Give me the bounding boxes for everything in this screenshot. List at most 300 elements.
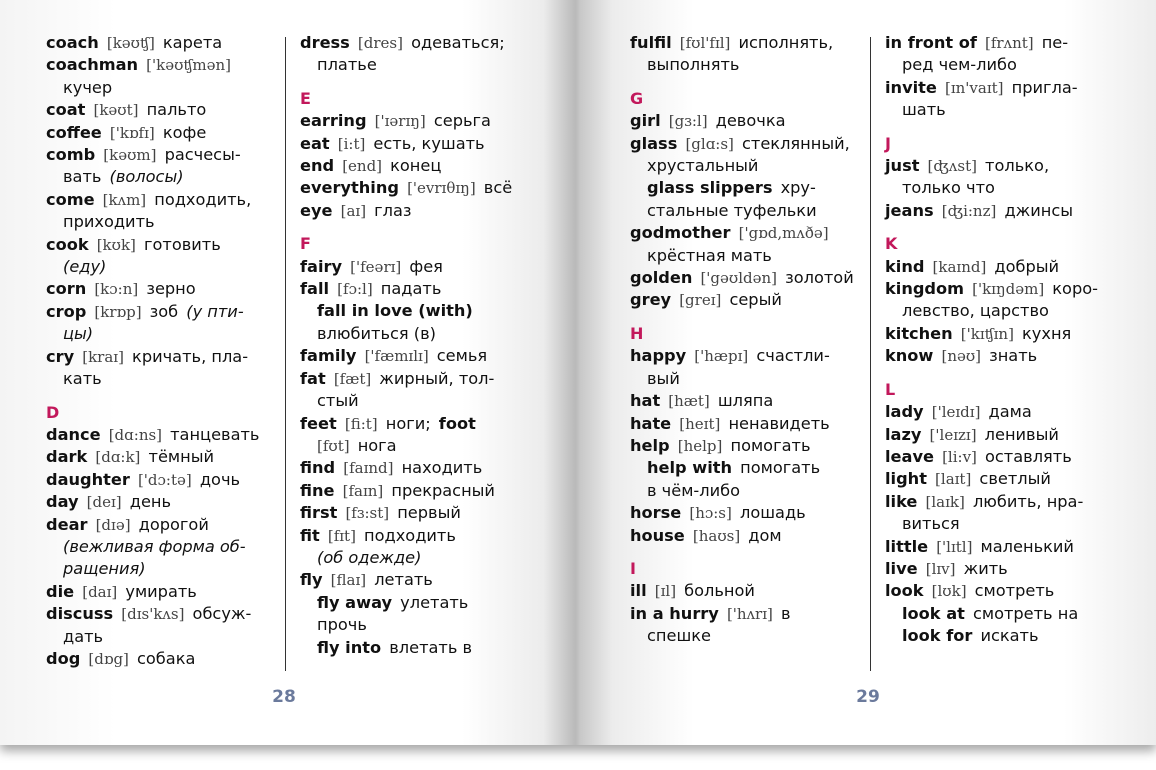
dictionary-entry bbox=[300, 457, 535, 479]
headword: coat bbox=[46, 100, 86, 120]
translation: стый bbox=[317, 391, 359, 411]
translation: крёстная мать bbox=[647, 245, 772, 265]
transcription: [ɪn'vaɪt] bbox=[944, 78, 1004, 97]
translation: лошадь bbox=[739, 503, 806, 523]
translation: искать bbox=[980, 626, 1039, 646]
translation: ноги; bbox=[385, 413, 431, 433]
dictionary-entry bbox=[46, 446, 281, 468]
sub-headword: help with bbox=[647, 458, 733, 478]
section-letter: E bbox=[300, 88, 311, 108]
entry-continuation bbox=[46, 626, 281, 648]
translation: влетать в bbox=[389, 637, 473, 657]
dictionary-entry bbox=[630, 345, 865, 367]
transcription: [laɪt] bbox=[935, 470, 972, 489]
entry-continuation bbox=[300, 54, 535, 76]
dictionary-entry bbox=[46, 234, 281, 256]
headword: look bbox=[885, 581, 924, 601]
headword: end bbox=[300, 156, 335, 176]
dictionary-entry bbox=[630, 580, 865, 602]
translation: улетать bbox=[400, 592, 469, 612]
translation: всё bbox=[483, 178, 513, 198]
translation: в bbox=[780, 603, 791, 623]
translation: прочь bbox=[317, 615, 367, 635]
headword: cook bbox=[46, 234, 89, 254]
transcription: [hɔ:s] bbox=[689, 504, 732, 523]
dictionary-entry bbox=[300, 200, 535, 222]
translation: джинсы bbox=[1004, 200, 1073, 220]
headword: light bbox=[885, 469, 927, 489]
transcription: [kʌm] bbox=[102, 190, 147, 209]
headword: cry bbox=[46, 346, 75, 366]
dictionary-entry bbox=[46, 581, 281, 603]
dictionary-entry bbox=[885, 278, 1120, 300]
translation: только что bbox=[902, 178, 995, 198]
entry-continuation bbox=[885, 300, 1120, 322]
translation: девочка bbox=[715, 111, 786, 131]
translation: кать bbox=[63, 369, 102, 389]
dictionary-entry bbox=[300, 32, 535, 54]
transcription: [dɑ:k] bbox=[95, 448, 141, 467]
headword: girl bbox=[630, 111, 661, 131]
translation: фея bbox=[409, 256, 443, 276]
dictionary-entry bbox=[885, 256, 1120, 278]
sub-headword: fly into bbox=[317, 637, 382, 657]
transcription: [kɔ:n] bbox=[94, 280, 139, 299]
translation: кричать, пла- bbox=[132, 346, 249, 366]
transcription: ['hæpɪ] bbox=[694, 347, 749, 366]
transcription: [nəʊ] bbox=[941, 347, 982, 366]
entry-continuation bbox=[46, 166, 281, 188]
translation: выполнять bbox=[647, 55, 740, 75]
translation: подходить, bbox=[154, 189, 252, 209]
transcription: [end] bbox=[342, 157, 383, 176]
dictionary-entry bbox=[630, 110, 865, 132]
transcription: [fɔ:l] bbox=[337, 280, 373, 299]
headword: just bbox=[885, 156, 920, 176]
transcription: [hæt] bbox=[668, 392, 710, 411]
dictionary-entry bbox=[300, 569, 535, 591]
translation: исполнять, bbox=[738, 33, 834, 52]
translation: стеклянный, bbox=[742, 133, 850, 153]
headword: in front of bbox=[885, 33, 977, 52]
headword: feet bbox=[300, 413, 337, 433]
usage-note: цы) bbox=[63, 324, 94, 344]
transcription: [frʌnt] bbox=[985, 34, 1034, 52]
dictionary-entry bbox=[885, 155, 1120, 177]
translation: дама bbox=[988, 402, 1032, 422]
dictionary-entry bbox=[46, 469, 281, 491]
dictionary-entry bbox=[300, 177, 535, 199]
sub-headword: look at bbox=[902, 603, 965, 623]
transcription: [dres] bbox=[357, 34, 403, 52]
dictionary-entry bbox=[46, 424, 281, 446]
translation: вать bbox=[63, 167, 102, 187]
headword: help bbox=[630, 435, 670, 455]
transcription: [fi:t] bbox=[344, 414, 378, 433]
headword: dog bbox=[46, 648, 81, 668]
translation: оставлять bbox=[985, 446, 1072, 466]
translation: дочь bbox=[199, 469, 241, 489]
section-letter: I bbox=[630, 558, 636, 578]
translation: первый bbox=[397, 503, 461, 523]
translation: серый bbox=[729, 290, 782, 310]
headword: earring bbox=[300, 111, 367, 131]
usage-note: (вежливая форма об- bbox=[63, 536, 246, 556]
dictionary-entry bbox=[300, 345, 535, 367]
translation: летать bbox=[374, 570, 433, 590]
column-4 bbox=[885, 32, 1120, 648]
dictionary-entry bbox=[630, 525, 865, 547]
headword: family bbox=[300, 346, 357, 366]
entry-continuation bbox=[46, 211, 281, 233]
transcription: [kəʊt] bbox=[93, 101, 139, 120]
transcription: ['kɪŋdəm] bbox=[972, 280, 1045, 299]
headword: coachman bbox=[46, 55, 139, 75]
translation: прекрасный bbox=[391, 480, 495, 500]
translation: больной bbox=[684, 581, 755, 601]
entry-continuation bbox=[630, 625, 865, 647]
dictionary-entry bbox=[630, 603, 865, 625]
dictionary-entry bbox=[885, 491, 1120, 513]
dictionary-entry bbox=[46, 603, 281, 625]
transcription: ['fæmɪlɪ] bbox=[364, 347, 429, 366]
transcription: [i:t] bbox=[337, 134, 366, 153]
dictionary-entry bbox=[630, 502, 865, 524]
translation: счастли- bbox=[756, 346, 830, 366]
headword: discuss bbox=[46, 604, 114, 624]
translation: жить bbox=[963, 558, 1008, 578]
transcription: [li:v] bbox=[942, 447, 977, 466]
translation: расчесы- bbox=[164, 145, 241, 165]
transcription: [haʊs] bbox=[692, 526, 741, 545]
entry-continuation bbox=[46, 536, 281, 558]
dictionary-entry bbox=[300, 256, 535, 278]
transcription: [fʊl'fɪl] bbox=[679, 34, 731, 52]
translation: только, bbox=[985, 156, 1050, 176]
headword: kind bbox=[885, 256, 925, 276]
translation: кучер bbox=[63, 77, 113, 97]
transcription: [help] bbox=[677, 436, 723, 455]
headword: little bbox=[885, 536, 929, 556]
translation: жирный, тол- bbox=[379, 368, 495, 388]
translation: добрый bbox=[994, 256, 1060, 276]
dictionary-entry bbox=[300, 133, 535, 155]
translation: зерно bbox=[146, 279, 196, 299]
dictionary-entry bbox=[46, 648, 281, 670]
translation: смотреть bbox=[974, 581, 1055, 601]
dictionary-entry bbox=[46, 122, 281, 144]
dictionary-entry bbox=[46, 514, 281, 536]
entry-continuation bbox=[46, 256, 281, 278]
entry-continuation bbox=[885, 177, 1120, 199]
entry-continuation bbox=[630, 480, 865, 502]
translation: находить bbox=[401, 458, 483, 478]
headword: invite bbox=[885, 77, 937, 97]
translation: день bbox=[129, 492, 172, 512]
headword: crop bbox=[46, 301, 87, 321]
dictionary-entry bbox=[885, 323, 1120, 345]
transcription: ['feərɪ] bbox=[350, 257, 402, 276]
headword: fulfil bbox=[630, 33, 672, 52]
transcription: [kəʊm] bbox=[103, 146, 157, 165]
translation: обсуж- bbox=[192, 604, 252, 624]
entry-continuation bbox=[630, 200, 865, 222]
transcription: ['lɪtl] bbox=[936, 537, 973, 556]
translation: приходить bbox=[63, 212, 155, 232]
dictionary-entry bbox=[885, 401, 1120, 423]
entry-continuation bbox=[630, 155, 865, 177]
headword: horse bbox=[630, 503, 682, 523]
sub-entry bbox=[300, 637, 535, 659]
transcription: [glɑ:s] bbox=[685, 134, 734, 153]
page-number: 28 bbox=[272, 687, 296, 707]
sub-headword: fall in love (with) bbox=[317, 301, 473, 321]
headword: grey bbox=[630, 290, 672, 310]
translation: одеваться; bbox=[411, 33, 505, 52]
column-1 bbox=[46, 32, 281, 670]
dictionary-entry bbox=[46, 99, 281, 121]
transcription: [fɜ:st] bbox=[345, 504, 390, 523]
entry-continuation bbox=[630, 368, 865, 390]
headword: like bbox=[885, 491, 918, 511]
entry-continuation bbox=[46, 558, 281, 580]
transcription: [dɪə] bbox=[95, 515, 131, 534]
entry-continuation bbox=[300, 547, 535, 569]
headword: first bbox=[300, 503, 338, 523]
headword: godmother bbox=[630, 223, 731, 243]
translation: падать bbox=[380, 279, 442, 299]
translation: любить, нра- bbox=[972, 491, 1084, 511]
dictionary-entry bbox=[300, 155, 535, 177]
headword: fly bbox=[300, 570, 323, 590]
entry-continuation bbox=[300, 614, 535, 636]
translation: дорогой bbox=[138, 514, 209, 534]
transcription: ['kəʊʧmən] bbox=[146, 56, 231, 75]
translation: виться bbox=[902, 514, 960, 534]
headword: golden bbox=[630, 268, 693, 288]
transcription: ['ɪərɪŋ] bbox=[374, 112, 426, 131]
column-divider bbox=[870, 37, 871, 671]
transcription: [greɪ] bbox=[679, 291, 722, 310]
column-divider bbox=[285, 37, 286, 671]
translation: есть, кушать bbox=[373, 133, 485, 153]
translation: умирать bbox=[125, 581, 197, 601]
headword: foot bbox=[438, 413, 476, 433]
translation: вый bbox=[647, 368, 680, 388]
headword: leave bbox=[885, 446, 934, 466]
usage-note: (об одежде) bbox=[317, 547, 422, 567]
headword: glass bbox=[630, 133, 678, 153]
translation: светлый bbox=[979, 469, 1051, 489]
headword: lazy bbox=[885, 424, 922, 444]
dictionary-entry bbox=[46, 189, 281, 211]
transcription: [fæt] bbox=[333, 369, 372, 388]
transcription: [faɪn] bbox=[342, 481, 384, 500]
transcription: [flaɪ] bbox=[330, 571, 367, 590]
translation: кофе bbox=[162, 122, 207, 142]
translation: пальто bbox=[146, 100, 207, 120]
transcription: [ɪl] bbox=[654, 582, 677, 601]
dictionary-entry bbox=[300, 110, 535, 132]
dictionary-entry bbox=[46, 346, 281, 368]
dictionary-entry bbox=[885, 345, 1120, 367]
translation: серьга bbox=[433, 111, 491, 131]
transcription: [dɪs'kʌs] bbox=[121, 605, 185, 624]
section-letter: L bbox=[885, 379, 896, 399]
translation: тёмный bbox=[148, 447, 215, 467]
headword: find bbox=[300, 458, 336, 478]
entry-continuation bbox=[300, 390, 535, 412]
translation: левство, царство bbox=[902, 301, 1049, 321]
translation: пе- bbox=[1041, 33, 1069, 52]
translation: собака bbox=[137, 648, 196, 668]
translation: семья bbox=[436, 346, 488, 366]
usage-note: (волосы) bbox=[109, 167, 184, 187]
dictionary-entry bbox=[46, 491, 281, 513]
entry-continuation bbox=[300, 435, 535, 457]
headword: lady bbox=[885, 402, 924, 422]
dictionary-entry bbox=[885, 558, 1120, 580]
translation: дом bbox=[748, 525, 782, 545]
dictionary-entry bbox=[630, 390, 865, 412]
transcription: [aɪ] bbox=[340, 201, 367, 220]
translation: танцевать bbox=[170, 424, 260, 444]
dictionary-entry bbox=[46, 54, 281, 76]
headword: dear bbox=[46, 514, 88, 534]
translation: стальные туфельки bbox=[647, 200, 817, 220]
transcription: [fʊt] bbox=[317, 436, 350, 455]
sub-headword: look for bbox=[902, 626, 973, 646]
transcription: [kraɪ] bbox=[82, 347, 124, 366]
transcription: [faɪnd] bbox=[343, 459, 394, 478]
sub-entry bbox=[630, 457, 865, 479]
dictionary-entry bbox=[885, 424, 1120, 446]
headword: fit bbox=[300, 525, 320, 545]
transcription: ['hʌrɪ] bbox=[726, 604, 773, 623]
translation: золотой bbox=[785, 268, 854, 288]
transcription: [deɪ] bbox=[86, 493, 122, 512]
headword: fall bbox=[300, 279, 330, 299]
usage-note: (еду) bbox=[63, 257, 107, 277]
translation: помогать bbox=[740, 458, 821, 478]
dictionary-entry bbox=[630, 413, 865, 435]
headword: coffee bbox=[46, 122, 102, 142]
translation: зоб bbox=[149, 301, 179, 321]
headword: know bbox=[885, 346, 934, 366]
translation: пригла- bbox=[1011, 77, 1078, 97]
entry-continuation bbox=[885, 99, 1120, 121]
dictionary-entry bbox=[885, 468, 1120, 490]
entry-continuation bbox=[630, 54, 865, 76]
headword: coach bbox=[46, 33, 99, 52]
transcription: ['gəʊldən] bbox=[700, 269, 777, 288]
sub-entry bbox=[630, 177, 865, 199]
entry-continuation bbox=[46, 368, 281, 390]
sub-entry bbox=[885, 625, 1120, 647]
dictionary-entry bbox=[885, 580, 1120, 602]
dictionary-entry bbox=[300, 525, 535, 547]
translation: знать bbox=[989, 346, 1038, 366]
section-letter: H bbox=[630, 323, 644, 343]
sub-entry bbox=[300, 300, 535, 322]
dictionary-entry bbox=[46, 32, 281, 54]
dictionary-entry bbox=[630, 289, 865, 311]
dictionary-entry bbox=[46, 144, 281, 166]
headword: fairy bbox=[300, 256, 343, 276]
headword: live bbox=[885, 558, 918, 578]
section-letter: G bbox=[630, 88, 644, 108]
sub-entry bbox=[300, 592, 535, 614]
translation: ненавидеть bbox=[728, 413, 830, 433]
transcription: [lɪv] bbox=[925, 559, 956, 578]
translation: маленький bbox=[980, 536, 1074, 556]
headword: kitchen bbox=[885, 323, 953, 343]
transcription: [lʊk] bbox=[931, 582, 967, 601]
translation: ред чем-либо bbox=[902, 55, 1017, 75]
translation: в чём-либо bbox=[647, 480, 741, 500]
dictionary-entry bbox=[630, 133, 865, 155]
dictionary-entry bbox=[885, 32, 1120, 54]
headword: eat bbox=[300, 133, 330, 153]
dictionary-entry bbox=[300, 502, 535, 524]
headword: dance bbox=[46, 424, 101, 444]
transcription: [ʤi:nz] bbox=[941, 201, 997, 220]
dictionary-entry bbox=[300, 480, 535, 502]
transcription: ['leɪzɪ] bbox=[929, 425, 977, 444]
dictionary-entry bbox=[300, 278, 535, 300]
dictionary-entry bbox=[300, 368, 535, 390]
headword: kingdom bbox=[885, 279, 965, 299]
section-letter: K bbox=[885, 234, 898, 254]
transcription: [krɒp] bbox=[94, 302, 142, 321]
translation: шляпа bbox=[717, 391, 774, 411]
section-letter: J bbox=[885, 133, 891, 153]
translation: карета bbox=[162, 33, 223, 52]
headword: happy bbox=[630, 346, 687, 366]
translation: платье bbox=[317, 55, 377, 75]
transcription: [dɒg] bbox=[88, 649, 129, 668]
translation: смотреть на bbox=[972, 603, 1079, 623]
dictionary-entry bbox=[885, 200, 1120, 222]
sub-entry bbox=[885, 603, 1120, 625]
dictionary-entry bbox=[46, 278, 281, 300]
transcription: [kəʊʧ] bbox=[106, 34, 155, 52]
translation: коро- bbox=[1052, 279, 1098, 299]
headword: fat bbox=[300, 368, 326, 388]
usage-note: (у пти- bbox=[186, 301, 244, 321]
transcription: [laɪk] bbox=[925, 492, 965, 511]
entry-continuation bbox=[46, 77, 281, 99]
transcription: ['leɪdɪ] bbox=[931, 403, 981, 422]
transcription: ['dɔ:tə] bbox=[137, 470, 192, 489]
transcription: [gɜ:l] bbox=[668, 112, 708, 131]
dictionary-entry bbox=[630, 435, 865, 457]
transcription: [kaɪnd] bbox=[932, 257, 987, 276]
usage-note: ращения) bbox=[63, 559, 146, 579]
section-letter: F bbox=[300, 234, 311, 254]
entry-continuation bbox=[885, 513, 1120, 535]
translation: глаз bbox=[374, 200, 412, 220]
headword: hate bbox=[630, 413, 672, 433]
headword: daughter bbox=[46, 469, 130, 489]
transcription: ['gɒd,mʌðə] bbox=[738, 224, 829, 243]
headword: everything bbox=[300, 178, 399, 198]
headword: corn bbox=[46, 279, 87, 299]
transcription: ['evrɪθɪŋ] bbox=[407, 179, 476, 198]
page-number: 29 bbox=[856, 687, 880, 707]
dictionary-entry bbox=[46, 301, 281, 323]
headword: hat bbox=[630, 391, 661, 411]
